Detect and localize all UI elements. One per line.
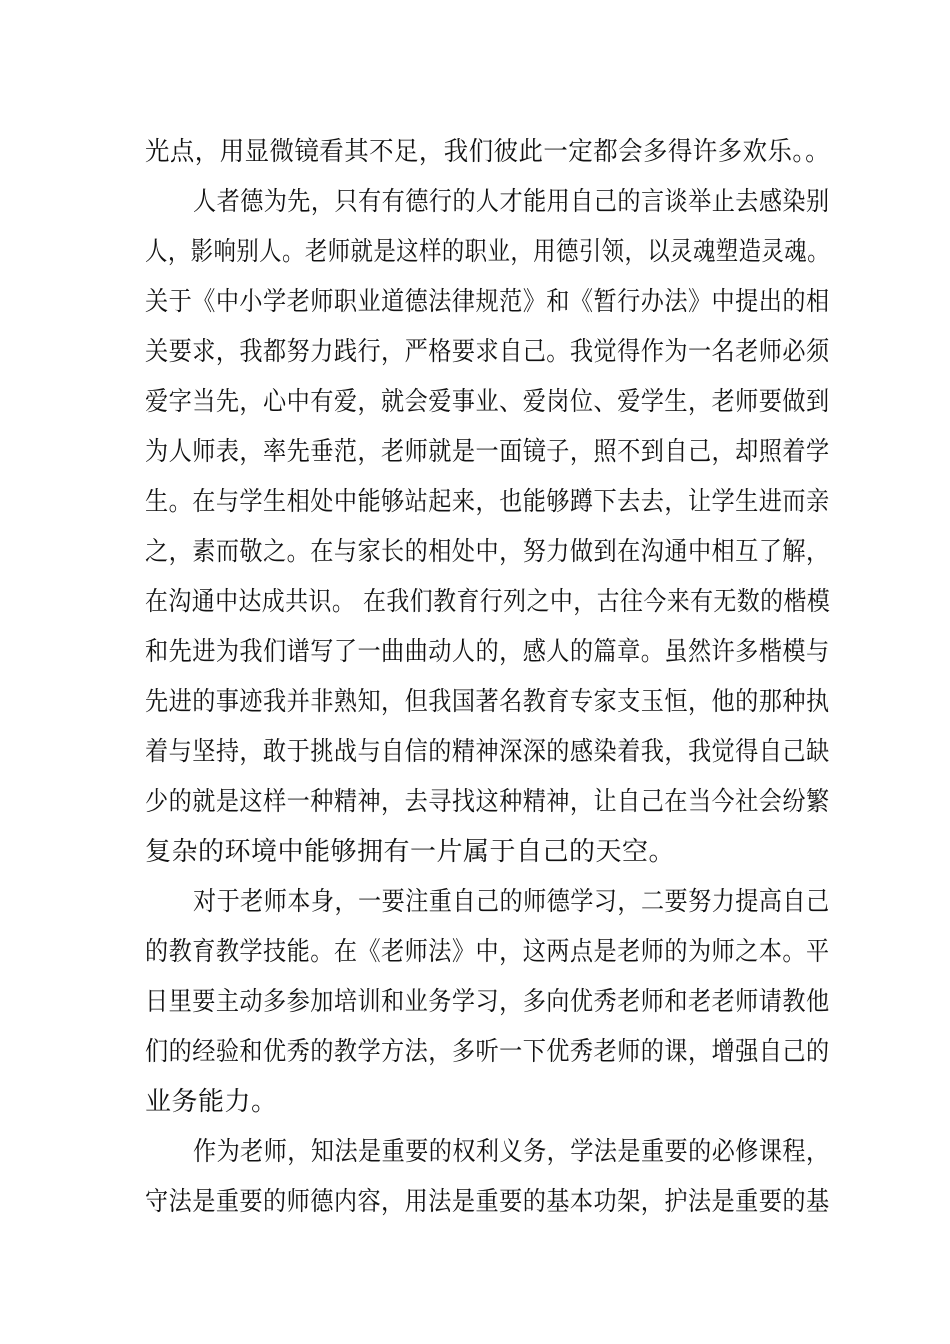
text-line: 少的就是这样一种精神，去寻找这种精神，让自己在当今社会纷繁 bbox=[145, 787, 830, 817]
text-line: 先进的事迹我并非熟知，但我国著名教育专家支玉恒，他的那种执 bbox=[145, 687, 830, 717]
paragraph-start-line: 人者德为先，只有有德行的人才能用自己的言谈举止去感染别 bbox=[193, 187, 830, 217]
text-line: 复杂的环境中能够拥有一片属于自己的天空。 bbox=[145, 837, 676, 867]
text-line: 之，素而敬之。在与家长的相处中，努力做到在沟通中相互了解， bbox=[145, 537, 830, 567]
text-line: 人，影响别人。老师就是这样的职业，用德引领，以灵魂塑造灵魂。 bbox=[145, 237, 830, 267]
text-line: 守法是重要的师德内容，用法是重要的基本功架，护法是重要的基 bbox=[145, 1187, 830, 1217]
text-line: 们的经验和优秀的教学方法，多听一下优秀老师的课，增强自己的 bbox=[145, 1037, 830, 1067]
text-line: 在沟通中达成共识。 在我们教育行列之中，古往今来有无数的楷模 bbox=[145, 587, 831, 617]
text-line: 业务能力。 bbox=[145, 1087, 278, 1117]
text-line: 关于《中小学老师职业道德法律规范》和《暂行办法》中提出的相 bbox=[145, 287, 830, 317]
text-line: 爱字当先，心中有爱，就会爱事业、爱岗位、爱学生，老师要做到 bbox=[145, 387, 830, 417]
text-line: 生。在与学生相处中能够站起来，也能够蹲下去去，让学生进而亲 bbox=[145, 487, 830, 517]
text-line: 和先进为我们谱写了一曲曲动人的，感人的篇章。虽然许多楷模与 bbox=[145, 637, 830, 667]
text-line: 光点，用显微镜看其不足，我们彼此一定都会多得许多欢乐。。 bbox=[145, 137, 830, 167]
text-line: 着与坚持，敢于挑战与自信的精神深深的感染着我，我觉得自己缺 bbox=[145, 737, 830, 767]
paragraph-start-line: 作为老师，知法是重要的权利义务，学法是重要的必修课程， bbox=[193, 1137, 830, 1167]
paragraph-start-line: 对于老师本身，一要注重自己的师德学习，二要努力提高自己 bbox=[193, 887, 830, 917]
text-line: 日里要主动多参加培训和业务学习，多向优秀老师和老老师请教他 bbox=[145, 987, 830, 1017]
text-line: 关要求，我都努力践行，严格要求自己。我觉得作为一名老师必须 bbox=[145, 337, 830, 367]
text-line: 的教育教学技能。在《老师法》中，这两点是老师的为师之本。平 bbox=[145, 937, 830, 967]
text-line: 为人师表，率先垂范，老师就是一面镜子，照不到自己，却照着学 bbox=[145, 437, 830, 467]
